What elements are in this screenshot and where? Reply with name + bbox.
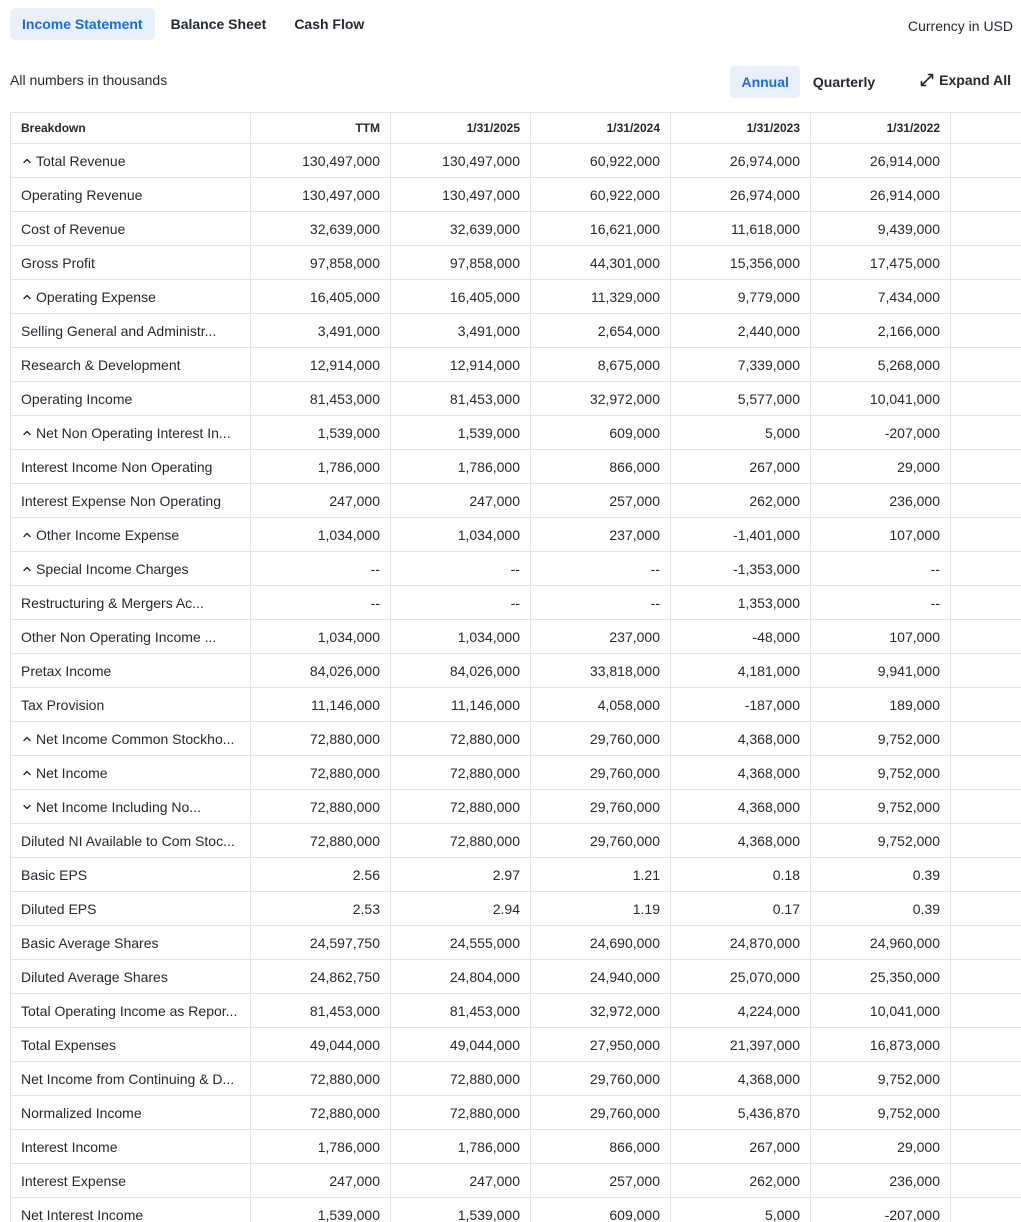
row-label: Diluted EPS — [21, 901, 96, 917]
row-value: -- — [531, 586, 671, 619]
row-value: 15,356,000 — [671, 246, 811, 279]
row-value: 72,880,000 — [251, 756, 391, 789]
row-value: 72,880,000 — [251, 824, 391, 857]
row-value: 2,166,000 — [811, 314, 951, 347]
collapse-chevron-icon[interactable] — [21, 733, 33, 745]
row-value: 9,439,000 — [811, 212, 951, 245]
row-value: 4,181,000 — [671, 654, 811, 687]
row-value: 4,368,000 — [671, 790, 811, 823]
row-value: 0.39 — [811, 892, 951, 925]
collapse-chevron-icon[interactable] — [21, 155, 33, 167]
row-label: Operating Expense — [36, 289, 156, 305]
table-row — [11, 382, 1021, 416]
table-row — [11, 654, 1021, 688]
table-row — [11, 858, 1021, 892]
row-title — [11, 960, 251, 993]
row-value: 32,972,000 — [531, 994, 671, 1027]
row-label: Selling General and Administr... — [21, 323, 216, 339]
row-value: 29,760,000 — [531, 722, 671, 755]
row-title — [11, 1130, 251, 1163]
collapse-chevron-icon[interactable] — [21, 767, 33, 779]
table-row — [11, 1130, 1021, 1164]
table-row — [11, 620, 1021, 654]
row-value: 257,000 — [531, 484, 671, 517]
row-value: 1,539,000 — [251, 416, 391, 449]
row-value: 189,000 — [811, 688, 951, 721]
row-title — [11, 314, 251, 347]
row-value: 7,339,000 — [671, 348, 811, 381]
tab-balance-sheet[interactable]: Balance Sheet — [159, 8, 279, 40]
row-title[interactable] — [11, 722, 251, 755]
collapse-chevron-icon[interactable] — [21, 563, 33, 575]
row-value: 1,786,000 — [391, 450, 531, 483]
tab-income-statement[interactable]: Income Statement — [10, 8, 155, 40]
row-value: -- — [251, 552, 391, 585]
row-value: 4,368,000 — [671, 756, 811, 789]
row-title[interactable] — [11, 552, 251, 585]
row-title — [11, 994, 251, 1027]
row-value: 24,555,000 — [391, 926, 531, 959]
row-value: 21,397,000 — [671, 1028, 811, 1061]
table-row — [11, 790, 1021, 824]
row-label: Operating Income — [21, 391, 132, 407]
row-value: -- — [811, 552, 951, 585]
row-value: 97,858,000 — [391, 246, 531, 279]
row-value: 60,922,000 — [531, 144, 671, 177]
statement-tabs — [10, 8, 376, 40]
row-value: 1,786,000 — [391, 1130, 531, 1163]
row-value: 2.97 — [391, 858, 531, 891]
row-value: 26,974,000 — [671, 144, 811, 177]
table-row — [11, 1198, 1021, 1222]
table-row — [11, 824, 1021, 858]
row-value: 72,880,000 — [391, 790, 531, 823]
row-value: 9,752,000 — [811, 1062, 951, 1095]
row-label: Cost of Revenue — [21, 221, 125, 237]
row-value: 11,618,000 — [671, 212, 811, 245]
table-row — [11, 144, 1021, 178]
row-label: Interest Income — [21, 1139, 118, 1155]
table-controls — [10, 66, 1011, 98]
row-title[interactable] — [11, 416, 251, 449]
collapse-chevron-icon[interactable] — [21, 529, 33, 541]
table-row — [11, 212, 1021, 246]
row-value: -- — [391, 586, 531, 619]
table-header-row — [11, 113, 1021, 144]
row-value: 24,690,000 — [531, 926, 671, 959]
row-title — [11, 212, 251, 245]
row-value: 5,268,000 — [811, 348, 951, 381]
row-value: 84,026,000 — [391, 654, 531, 687]
row-title[interactable] — [11, 518, 251, 551]
row-value: 33,818,000 — [531, 654, 671, 687]
row-value: 49,044,000 — [251, 1028, 391, 1061]
row-value: 72,880,000 — [391, 824, 531, 857]
row-value: 10,041,000 — [811, 382, 951, 415]
row-value: 267,000 — [671, 1130, 811, 1163]
row-value: 72,880,000 — [251, 722, 391, 755]
row-value: 16,873,000 — [811, 1028, 951, 1061]
row-label: Diluted Average Shares — [21, 969, 168, 985]
row-value: 2.56 — [251, 858, 391, 891]
row-label: Net Non Operating Interest In... — [36, 425, 231, 441]
table-row — [11, 416, 1021, 450]
row-value: 72,880,000 — [251, 1062, 391, 1095]
row-value: 2,654,000 — [531, 314, 671, 347]
row-value: 247,000 — [391, 1164, 531, 1197]
header-breakdown: Breakdown — [11, 113, 251, 143]
row-value: 5,577,000 — [671, 382, 811, 415]
row-value: 257,000 — [531, 1164, 671, 1197]
row-value: 2.53 — [251, 892, 391, 925]
row-value: 11,146,000 — [391, 688, 531, 721]
row-label: Interest Expense — [21, 1173, 126, 1189]
expand-all-button[interactable] — [920, 72, 1011, 88]
table-row — [11, 552, 1021, 586]
row-value: 609,000 — [531, 1198, 671, 1222]
row-value: 29,760,000 — [531, 756, 671, 789]
row-title — [11, 858, 251, 891]
row-value: 4,058,000 — [531, 688, 671, 721]
expand-arrows-icon — [920, 73, 934, 87]
row-value: 8,675,000 — [531, 348, 671, 381]
row-value: 9,752,000 — [811, 1096, 951, 1129]
row-label: Special Income Charges — [36, 561, 189, 577]
row-title — [11, 926, 251, 959]
header-period: TTM — [251, 113, 391, 143]
row-label: Total Expenses — [21, 1037, 116, 1053]
row-value: 1,034,000 — [251, 620, 391, 653]
row-title[interactable] — [11, 144, 251, 177]
row-value: 1,353,000 — [671, 586, 811, 619]
row-value: 7,434,000 — [811, 280, 951, 313]
row-value: 27,950,000 — [531, 1028, 671, 1061]
row-title — [11, 688, 251, 721]
row-value: 44,301,000 — [531, 246, 671, 279]
row-title — [11, 586, 251, 619]
row-value: -- — [251, 586, 391, 619]
row-value: 609,000 — [531, 416, 671, 449]
row-value: 3,491,000 — [251, 314, 391, 347]
row-value: 12,914,000 — [251, 348, 391, 381]
row-label: Total Revenue — [36, 153, 126, 169]
row-value: 1.21 — [531, 858, 671, 891]
row-value: 97,858,000 — [251, 246, 391, 279]
row-title — [11, 620, 251, 653]
row-value: 130,497,000 — [391, 144, 531, 177]
period-toggle — [730, 66, 886, 98]
row-value: 24,804,000 — [391, 960, 531, 993]
collapse-chevron-icon[interactable] — [21, 291, 33, 303]
table-row — [11, 1028, 1021, 1062]
row-title[interactable] — [11, 280, 251, 313]
row-value: 24,870,000 — [671, 926, 811, 959]
row-value: 130,497,000 — [391, 178, 531, 211]
row-value: 60,922,000 — [531, 178, 671, 211]
row-value: 9,752,000 — [811, 722, 951, 755]
row-value: 4,368,000 — [671, 824, 811, 857]
row-value: 4,368,000 — [671, 722, 811, 755]
row-value: 24,862,750 — [251, 960, 391, 993]
row-title — [11, 654, 251, 687]
collapse-chevron-icon[interactable] — [21, 427, 33, 439]
row-value: 130,497,000 — [251, 178, 391, 211]
row-value: 5,436,870 — [671, 1096, 811, 1129]
row-value: 29,760,000 — [531, 790, 671, 823]
row-label: Interest Income Non Operating — [21, 459, 212, 475]
row-title — [11, 246, 251, 279]
table-row — [11, 722, 1021, 756]
row-value: 267,000 — [671, 450, 811, 483]
row-value: 1,539,000 — [251, 1198, 391, 1222]
row-title — [11, 1164, 251, 1197]
row-value: -187,000 — [671, 688, 811, 721]
row-value: 26,914,000 — [811, 144, 951, 177]
table-row — [11, 756, 1021, 790]
row-value: 5,000 — [671, 1198, 811, 1222]
row-value: -- — [811, 586, 951, 619]
row-title — [11, 1028, 251, 1061]
row-label: Net Interest Income — [21, 1207, 143, 1222]
row-label: Basic EPS — [21, 867, 87, 883]
row-value: -1,353,000 — [671, 552, 811, 585]
row-value: 247,000 — [391, 484, 531, 517]
row-value: 236,000 — [811, 484, 951, 517]
row-value: 247,000 — [251, 1164, 391, 1197]
row-value: 9,752,000 — [811, 756, 951, 789]
table-row — [11, 960, 1021, 994]
row-value: 26,914,000 — [811, 178, 951, 211]
row-value: 25,070,000 — [671, 960, 811, 993]
row-value: 29,760,000 — [531, 824, 671, 857]
table-row — [11, 1062, 1021, 1096]
row-value: 72,880,000 — [391, 1096, 531, 1129]
table-row — [11, 178, 1021, 212]
table-row — [11, 314, 1021, 348]
row-value: 1,034,000 — [391, 518, 531, 551]
row-value: 81,453,000 — [391, 994, 531, 1027]
row-value: 1,539,000 — [391, 416, 531, 449]
row-title[interactable] — [11, 790, 251, 823]
row-value: 26,974,000 — [671, 178, 811, 211]
row-value: 32,639,000 — [391, 212, 531, 245]
row-value: 24,940,000 — [531, 960, 671, 993]
row-value: 29,000 — [811, 450, 951, 483]
row-label: Other Non Operating Income ... — [21, 629, 216, 645]
row-value: 866,000 — [531, 450, 671, 483]
row-value: 237,000 — [531, 518, 671, 551]
row-value: -1,401,000 — [671, 518, 811, 551]
expand-chevron-icon[interactable] — [21, 801, 33, 813]
row-value: 1,539,000 — [391, 1198, 531, 1222]
row-value: 5,000 — [671, 416, 811, 449]
table-row — [11, 450, 1021, 484]
row-label: Pretax Income — [21, 663, 111, 679]
row-value: 32,972,000 — [531, 382, 671, 415]
row-label: Research & Development — [21, 357, 181, 373]
row-value: 72,880,000 — [391, 756, 531, 789]
tab-cash-flow[interactable]: Cash Flow — [282, 8, 376, 40]
row-value: -48,000 — [671, 620, 811, 653]
row-value: 4,224,000 — [671, 994, 811, 1027]
row-value: 237,000 — [531, 620, 671, 653]
income-statement-table — [10, 112, 1021, 1222]
table-row — [11, 1164, 1021, 1198]
row-value: 9,941,000 — [811, 654, 951, 687]
row-value: 72,880,000 — [251, 790, 391, 823]
annual-button[interactable]: Annual — [730, 66, 799, 98]
row-value: 81,453,000 — [391, 382, 531, 415]
row-label: Total Operating Income as Repor... — [21, 1003, 237, 1019]
row-value: 9,779,000 — [671, 280, 811, 313]
row-value: -- — [531, 552, 671, 585]
row-label: Gross Profit — [21, 255, 95, 271]
statement-tab-bar — [10, 8, 1013, 40]
row-value: 29,760,000 — [531, 1062, 671, 1095]
row-value: 1,034,000 — [251, 518, 391, 551]
row-title — [11, 484, 251, 517]
row-value: 130,497,000 — [251, 144, 391, 177]
row-label: Diluted NI Available to Com Stoc... — [21, 833, 235, 849]
row-value: -- — [391, 552, 531, 585]
row-value: 10,041,000 — [811, 994, 951, 1027]
row-label: Net Income — [36, 765, 108, 781]
row-value: 2.94 — [391, 892, 531, 925]
row-value: 16,405,000 — [391, 280, 531, 313]
row-label: Tax Provision — [21, 697, 104, 713]
row-value: 1,786,000 — [251, 1130, 391, 1163]
row-title — [11, 450, 251, 483]
row-label: Interest Expense Non Operating — [21, 493, 221, 509]
row-value: 24,960,000 — [811, 926, 951, 959]
header-period: 1/31/2024 — [531, 113, 671, 143]
row-value: 25,350,000 — [811, 960, 951, 993]
row-value: 16,621,000 — [531, 212, 671, 245]
row-value: -207,000 — [811, 1198, 951, 1222]
row-value: 236,000 — [811, 1164, 951, 1197]
row-value: 107,000 — [811, 518, 951, 551]
row-value: 29,760,000 — [531, 1096, 671, 1129]
row-value: 17,475,000 — [811, 246, 951, 279]
header-period: 1/31/2025 — [391, 113, 531, 143]
table-row — [11, 246, 1021, 280]
row-value: 72,880,000 — [391, 1062, 531, 1095]
table-row — [11, 892, 1021, 926]
row-value: 72,880,000 — [251, 1096, 391, 1129]
row-label: Normalized Income — [21, 1105, 142, 1121]
row-label: Net Income from Continuing & D... — [21, 1071, 234, 1087]
row-title[interactable] — [11, 756, 251, 789]
row-value: 0.17 — [671, 892, 811, 925]
numbers-note: All numbers in thousands — [10, 72, 167, 88]
row-value: 107,000 — [811, 620, 951, 653]
row-title — [11, 1062, 251, 1095]
row-title — [11, 382, 251, 415]
table-row — [11, 586, 1021, 620]
row-value: 1,034,000 — [391, 620, 531, 653]
quarterly-button[interactable]: Quarterly — [802, 66, 886, 98]
expand-all-label: Expand All — [939, 72, 1011, 88]
row-value: 84,026,000 — [251, 654, 391, 687]
row-title — [11, 1198, 251, 1222]
row-label: Net Income Common Stockho... — [36, 731, 234, 747]
row-value: -207,000 — [811, 416, 951, 449]
table-row — [11, 280, 1021, 314]
table-row — [11, 1096, 1021, 1130]
row-value: 49,044,000 — [391, 1028, 531, 1061]
row-label: Net Income Including No... — [36, 799, 201, 815]
row-value: 11,146,000 — [251, 688, 391, 721]
row-value: 262,000 — [671, 1164, 811, 1197]
row-title — [11, 348, 251, 381]
header-period: 1/31/2023 — [671, 113, 811, 143]
row-value: 9,752,000 — [811, 790, 951, 823]
row-label: Restructuring & Mergers Ac... — [21, 595, 204, 611]
row-value: 262,000 — [671, 484, 811, 517]
row-value: 4,368,000 — [671, 1062, 811, 1095]
row-value: 0.39 — [811, 858, 951, 891]
table-row — [11, 994, 1021, 1028]
row-value: 2,440,000 — [671, 314, 811, 347]
row-value: 81,453,000 — [251, 994, 391, 1027]
header-period: 1/31/2022 — [811, 113, 951, 143]
table-row — [11, 348, 1021, 382]
row-value: 247,000 — [251, 484, 391, 517]
table-row — [11, 484, 1021, 518]
table-row — [11, 518, 1021, 552]
row-label: Operating Revenue — [21, 187, 142, 203]
row-value: 11,329,000 — [531, 280, 671, 313]
table-row — [11, 926, 1021, 960]
table-body — [11, 144, 1021, 1222]
table-row — [11, 688, 1021, 722]
row-value: 9,752,000 — [811, 824, 951, 857]
row-value: 1,786,000 — [251, 450, 391, 483]
row-value: 1.19 — [531, 892, 671, 925]
row-label: Other Income Expense — [36, 527, 179, 543]
row-value: 3,491,000 — [391, 314, 531, 347]
row-value: 81,453,000 — [251, 382, 391, 415]
row-value: 32,639,000 — [251, 212, 391, 245]
row-title — [11, 1096, 251, 1129]
row-title — [11, 178, 251, 211]
row-title — [11, 824, 251, 857]
row-value: 0.18 — [671, 858, 811, 891]
row-value: 12,914,000 — [391, 348, 531, 381]
currency-note: Currency in USD — [908, 14, 1013, 34]
row-value: 29,000 — [811, 1130, 951, 1163]
row-value: 16,405,000 — [251, 280, 391, 313]
row-label: Basic Average Shares — [21, 935, 159, 951]
row-value: 866,000 — [531, 1130, 671, 1163]
row-value: 24,597,750 — [251, 926, 391, 959]
row-title — [11, 892, 251, 925]
row-value: 72,880,000 — [391, 722, 531, 755]
